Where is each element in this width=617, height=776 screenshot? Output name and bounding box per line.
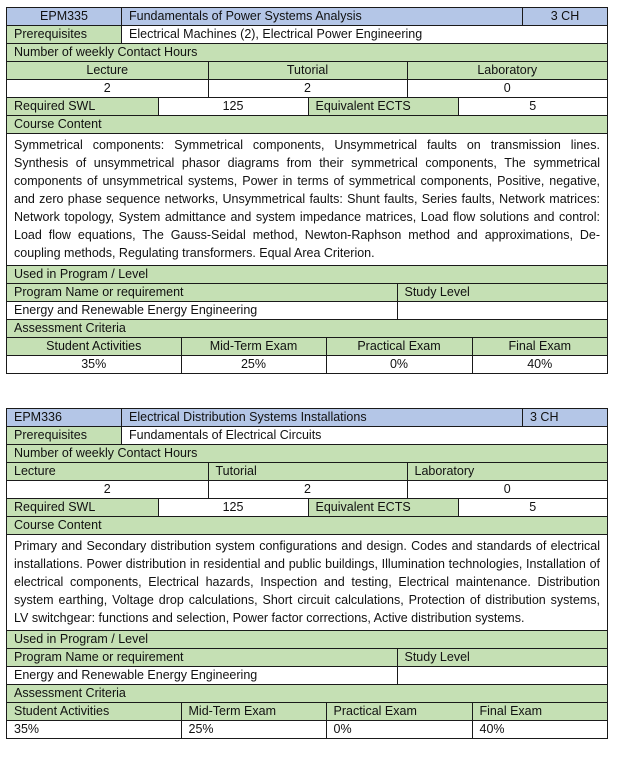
swl-value: 125 [158,98,308,115]
prerequisites-row [7,26,608,44]
lecture-hours: 2 [7,481,208,498]
assessment-label-row [7,320,608,338]
laboratory-hours: 0 [503,81,511,95]
midterm-exam-header: Mid-Term Exam [181,703,326,720]
ects-value: 5 [529,99,537,113]
contact-hours-values-row [7,481,608,499]
content-label-row [7,517,608,535]
midterm-exam-header: Mid-Term Exam [181,338,326,355]
assessment-header-row [7,703,608,721]
course-content-label: Course Content [7,116,608,134]
content-row [7,535,608,631]
course-content-text: Symmetrical components: Symmetrical components, Unsymmetrical faults on transmission lines. Synthesis of unsymmetrical phasor diagrams from their symmetrical components, The symmetrical components of unsymmetrical systems, Power in terms of symmetrical components, Positive, negative, and zero phase sequence networks, Unsymmetrical faults: Shunt faults, Series faults, Network matrices: Network topology, System admittance and system impedance matrices, Load flow solutions and control: Load flow equations, The Gauss-Seidal method, Newton-Raphson method and approximations, De-coupling methods, Regulating transformers. Equal Area Criterion. [7,134,608,266]
program-value-row [7,667,608,685]
study-level-value [397,302,607,319]
study-level-header: Study Level [404,650,470,664]
program-label-row [7,266,608,284]
prerequisites-row [7,427,608,445]
student-activities-header: Student Activities [7,703,181,720]
lecture-header: Lecture [7,62,208,79]
study-level-value [397,667,607,684]
laboratory-header: Laboratory [477,63,538,77]
course-title: Fundamentals of Power Systems Analysis [122,8,523,26]
used-in-program-label: Used in Program / Level [7,631,608,649]
swl-value: 125 [158,499,308,516]
contact-hours-label: Number of weekly Contact Hours [7,445,608,463]
course-content-label: Course Content [7,517,608,535]
assessment-values-row [7,721,608,739]
program-name-value: Energy and Renewable Energy Engineering [7,302,397,319]
contact-hours-label: Number of weekly Contact Hours [7,44,608,62]
content-row [7,134,608,266]
course-table-epm335 [6,7,608,374]
assessment-label-row [7,685,608,703]
used-in-program-label: Used in Program / Level [7,266,608,284]
course-content-text: Primary and Secondary distribution system configurations and design. Codes and standards of electrical installations. Power distribution in residential and public buildings, Illumination technologies, Installation of electrical components, Electrical hazards, Inspection and testing, Electrical maintenance. Distribution system earthing, Voltage drop calculations, Short circuit calculations, Protection of distribution systems, LV switchgear: functions and selection, Power factor corrections, Active distribution systems. [7,535,608,631]
tutorial-hours: 2 [208,80,407,97]
program-label-row [7,631,608,649]
contact-hours-values-row [7,80,608,98]
laboratory-header: Laboratory [414,464,475,478]
program-header-row [7,284,608,302]
ects-label: Equivalent ECTS [308,499,458,516]
course-code: EPM335 [7,8,122,26]
program-name-header: Program Name or requirement [7,649,397,666]
assessment-criteria-label: Assessment Criteria [7,320,608,338]
practical-exam-header: Practical Exam [326,703,472,720]
practical-exam-value: 0% [326,356,472,373]
program-name-value: Energy and Renewable Energy Engineering [7,667,397,684]
lecture-hours: 2 [7,80,208,97]
course-header-row [7,409,608,427]
assessment-criteria-label: Assessment Criteria [7,685,608,703]
lecture-header: Lecture [7,463,208,480]
program-value-row [7,302,608,320]
contact-hours-label-row [7,44,608,62]
student-activities-value: 35% [7,356,181,373]
midterm-exam-value: 25% [181,721,326,738]
swl-ects-row [7,499,608,517]
student-activities-value: 35% [7,721,181,738]
tutorial-hours: 2 [208,481,407,498]
assessment-header-row [7,338,608,356]
practical-exam-value: 0% [326,721,472,738]
swl-label: Required SWL [7,98,158,115]
course-table-epm336 [6,408,608,739]
ects-label: Equivalent ECTS [308,98,458,115]
credit-hours: 3 CH [523,8,608,26]
ects-value: 5 [529,500,537,514]
final-exam-value: 40% [527,357,553,371]
course-code: EPM336 [7,409,122,427]
contact-hours-header-row [7,463,608,481]
study-level-header: Study Level [404,285,470,299]
laboratory-hours: 0 [503,482,511,496]
course-title: Electrical Distribution Systems Installations [122,409,523,427]
final-exam-header: Final Exam [479,704,543,718]
prerequisites-value: Fundamentals of Electrical Circuits [122,427,608,445]
program-header-row [7,649,608,667]
swl-label: Required SWL [7,499,158,516]
course-header-row [7,8,608,26]
prerequisites-value: Electrical Machines (2), Electrical Power Engineering [122,26,608,44]
midterm-exam-value: 25% [181,356,326,373]
content-label-row [7,116,608,134]
swl-ects-row [7,98,608,116]
contact-hours-header-row [7,62,608,80]
prerequisites-label: Prerequisites [7,427,122,445]
final-exam-value: 40% [479,722,505,736]
student-activities-header: Student Activities [7,338,181,355]
tutorial-header: Tutorial [208,62,407,79]
assessment-values-row [7,356,608,374]
program-name-header: Program Name or requirement [7,284,397,301]
credit-hours: 3 CH [523,409,608,427]
prerequisites-label: Prerequisites [7,26,122,44]
practical-exam-header: Practical Exam [326,338,472,355]
tutorial-header: Tutorial [208,463,407,480]
contact-hours-label-row [7,445,608,463]
final-exam-header: Final Exam [508,339,572,353]
